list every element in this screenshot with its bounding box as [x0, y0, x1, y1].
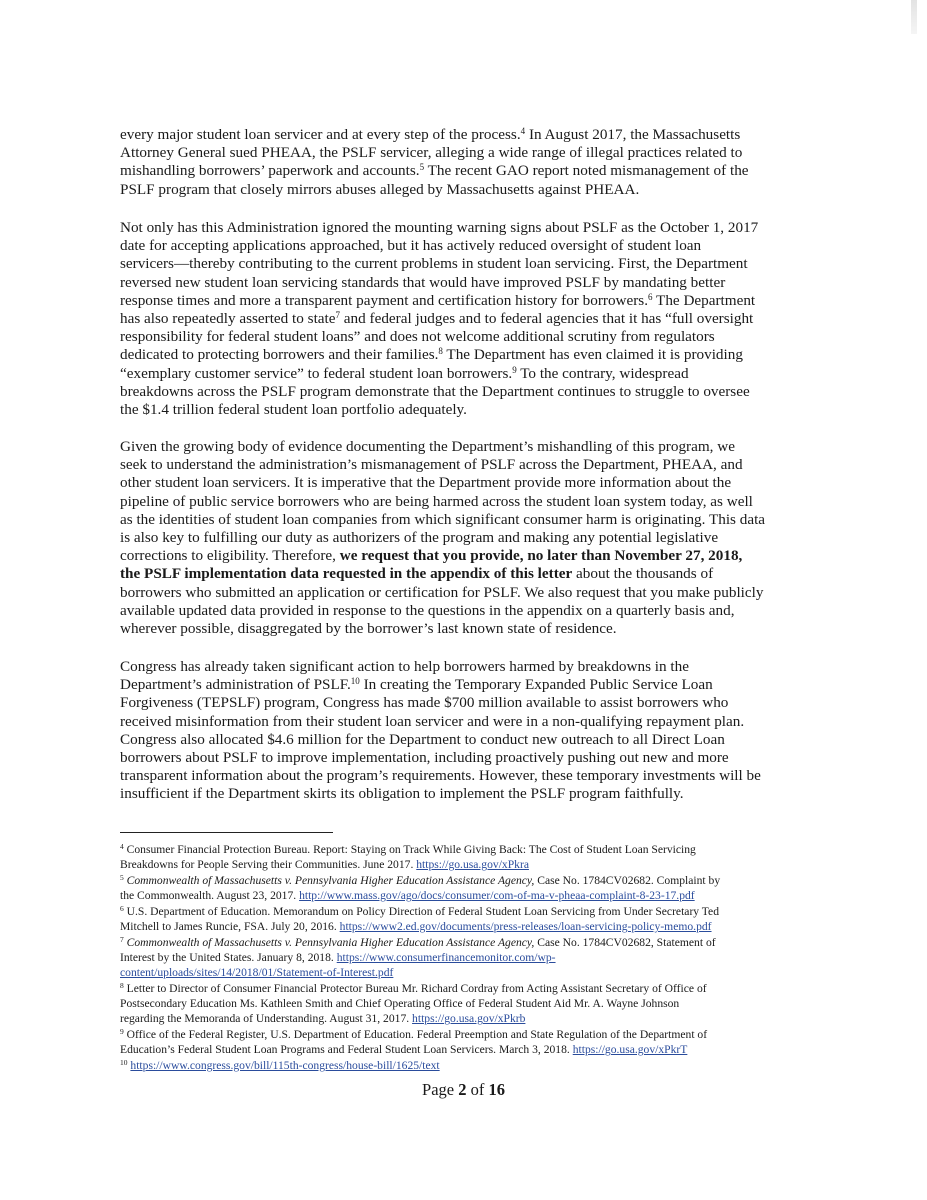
text-line: date for accepting applications approached, but it has actively reduced oversight of student loan [120, 237, 702, 255]
text: the Commonwealth. August 23, 2017. [120, 889, 300, 903]
footnote-number: 5 [120, 873, 124, 882]
text: Consumer Financial Protection Bureau. Report: Staying on Track While Giving Back: The Cost of Student Loan Servicing [123, 843, 696, 856]
text-line: the $1.4 trillion federal student loan portfolio adequately. [120, 401, 467, 419]
footnote-8 [120, 981, 806, 1027]
text-line: PSLF program that closely mirrors abuses alleged by Massachusetts against PHEAA. [120, 180, 640, 198]
text-line: Given the growing body of evidence documenting the Department’s mishandling of this program, we [120, 438, 735, 455]
footnote-ref-4[interactable]: 4 [520, 126, 526, 136]
text-line: pipeline of public service borrowers who are being harmed across the student loan system today, as well [120, 492, 753, 510]
footnote-number: 9 [120, 1027, 124, 1036]
footnote-separator [120, 832, 333, 833]
footnote-ref-5[interactable]: 5 [419, 162, 425, 173]
text-line: seek to understand the administration’s mismanagement of PSLF across the Department, PHEAA, and [120, 456, 743, 474]
case-name: Commonwealth of Massachusetts v. Pennsylvania Higher Education Assistance Agency, [126, 874, 535, 887]
text: corrections to eligibility. Therefore, [120, 547, 340, 565]
text: The recent GAO report noted mismanagement of the [424, 162, 749, 180]
text-line: received misinformation from their student loan servicer and were in a non-qualifying repayment plan. [120, 712, 745, 730]
text: Mitchell to James Runcie, FSA. July 20, 2016. [120, 920, 340, 934]
text-line: other student loan servicers. It is imperative that the Department provide more information about the [120, 474, 732, 492]
text-line: as the identities of student loan companies from which significant consumer harm is originating. This data [120, 510, 766, 528]
text: dedicated to protecting borrowers and their families. [120, 346, 439, 364]
footnote-link[interactable]: https://go.usa.gov/xPkrT [572, 1043, 688, 1057]
footnote-ref-8[interactable]: 8 [438, 346, 443, 357]
footnote-number: 4 [120, 842, 124, 851]
page-total: 16 [488, 1080, 505, 1099]
footnote-ref-10[interactable]: 10 [350, 676, 360, 687]
footnote-number: 7 [120, 935, 124, 944]
page-of: of [466, 1080, 489, 1099]
footnote-ref-6[interactable]: 6 [648, 291, 653, 302]
footnote-6 [120, 904, 806, 934]
text: Department’s administration of PSLF. [120, 676, 351, 694]
text-line: is also key to fulfilling our duty as authorizers of the program and making any potential legislative [120, 529, 719, 547]
request-emphasis: the PSLF implementation data requested in the appendix of this letter [120, 565, 573, 583]
text-line: Forgiveness (TEPSLF) program, Congress has made $700 million available to assist borrowers who [120, 694, 729, 712]
text-line: wherever possible, disaggregated by the borrower’s last known state of residence. [120, 620, 617, 638]
page-number [0, 1080, 927, 1100]
text-line: borrowers about PSLF to improve implementation, including proactively pushing out new and more [120, 749, 729, 767]
footnote-link[interactable]: https://www.consumerfinancemonitor.com/wp- [336, 951, 556, 965]
text-line: Postsecondary Education Ms. Kathleen Smith and Chief Operating Office of Federal Student Aid Mr. A. Wayne Johnson [120, 997, 680, 1011]
text-line: available updated data provided in response to the questions in the appendix on a quarterly basis and, [120, 601, 735, 619]
page-current: 2 [458, 1080, 467, 1099]
text: regarding the Memoranda of Understanding. August 31, 2017. [120, 1012, 413, 1026]
footnote-9 [120, 1027, 806, 1057]
body-paragraph-3 [120, 438, 802, 638]
text: has also repeatedly asserted to state [120, 310, 336, 328]
text-line: Congress has already taken significant action to help borrowers harmed by breakdowns in the [120, 658, 689, 675]
text: response times and more a transparent payment and certification history for borrowers. [120, 291, 649, 309]
text: The Department [652, 291, 756, 309]
text-line: servicers—thereby contributing to the current problems in student loan servicing. First, the Department [120, 255, 748, 273]
footnote-number: 10 [120, 1058, 128, 1067]
text: Letter to Director of Consumer Financial Protector Bureau Mr. Richard Cordray from Acting Assistant Secretary of Office of [123, 982, 707, 995]
text: To the contrary, widespread [516, 364, 689, 382]
footnote-link[interactable]: https://go.usa.gov/xPkra [416, 858, 529, 872]
text-line: borrowers who submitted an application or certification for PSLF. We also request that you make publicly [120, 583, 764, 601]
text: “exemplary customer service” to federal student loan borrowers. [120, 364, 513, 382]
case-name: Commonwealth of Massachusetts v. Pennsylvania Higher Education Assistance Agency, [126, 936, 535, 949]
footnote-link[interactable]: https://go.usa.gov/xPkrb [412, 1012, 526, 1026]
footnote-link[interactable]: content/uploads/sites/14/2018/01/Statement-of-Interest.pdf [120, 966, 394, 980]
text: Education’s Federal Student Loan Programs and Federal Student Loan Servicers. March 3, 2018. [120, 1043, 573, 1057]
body-paragraph-2 [120, 219, 802, 419]
body-paragraph-1 [120, 126, 802, 199]
text: Case No. 1784CV02682, Statement of [534, 936, 716, 949]
footnote-link[interactable]: https://www2.ed.gov/documents/press-releases/loan-servicing-policy-memo.pdf [339, 920, 712, 934]
text: Office of the Federal Register, U.S. Department of Education. Federal Preemption and State Regulation of the Department of [123, 1028, 708, 1041]
footnote-number: 6 [120, 904, 124, 913]
footnote-ref-9[interactable]: 9 [512, 364, 517, 375]
text: In August 2017, the Massachusetts [525, 126, 741, 143]
footnote-link[interactable]: https://www.congress.gov/bill/115th-congress/house-bill/1625/text [130, 1059, 440, 1072]
text: The Department has even claimed it is providing [442, 346, 743, 364]
footnote-4 [120, 842, 806, 872]
text: U.S. Department of Education. Memorandum on Policy Direction of Federal Student Loan Servicing from Under Secretary Ted [123, 905, 720, 918]
body-paragraph-4 [120, 658, 802, 804]
scan-artifact [911, 0, 917, 34]
text: mishandling borrowers’ paperwork and accounts. [120, 162, 420, 180]
text: Interest by the United States. January 8, 2018. [120, 951, 337, 965]
text: In creating the Temporary Expanded Public Service Loan [359, 676, 713, 694]
text: and federal judges and to federal agencies that it has “full oversight [340, 310, 754, 328]
page-label: Page [422, 1080, 459, 1099]
text: Breakdowns for People Serving their Communities. June 2017. [120, 858, 417, 872]
text-line: transparent information about the program’s requirements. However, these temporary investments will be [120, 767, 761, 785]
request-emphasis: we request that you provide, no later than November 27, 2018, [339, 547, 743, 565]
text-line: Congress also allocated $4.6 million for the Department to conduct new outreach to all Direct Loan [120, 730, 725, 748]
text-line: insufficient if the Department skirts its obligation to implement the PSLF program faithfully. [120, 785, 684, 803]
footnote-10 [120, 1058, 806, 1073]
text-line: breakdowns across the PSLF program demonstrate that the Department continues to struggle to oversee [120, 382, 750, 400]
text-line: Not only has this Administration ignored the mounting warning signs about PSLF as the October 1, 2017 [120, 219, 759, 236]
footnote-5 [120, 873, 806, 903]
footnote-number: 8 [120, 981, 124, 990]
text: every major student loan servicer and at every step of the process. [120, 126, 521, 143]
text: Case No. 1784CV02682. Complaint by [534, 874, 721, 887]
text: about the thousands of [572, 565, 714, 583]
footnote-7 [120, 935, 806, 981]
text-line: responsibility for federal student loans” and does not welcome additional scrutiny from regulators [120, 328, 715, 346]
footnote-ref-7[interactable]: 7 [335, 310, 340, 321]
footnote-link[interactable]: http://www.mass.gov/ago/docs/consumer/com-of-ma-v-pheaa-complaint-8-23-17.pdf [299, 889, 695, 903]
text-line: reversed new student loan servicing standards that would have improved PSLF by mandating better [120, 273, 726, 291]
text-line: Attorney General sued PHEAA, the PSLF servicer, alleging a wide range of illegal practices related to [120, 144, 743, 162]
